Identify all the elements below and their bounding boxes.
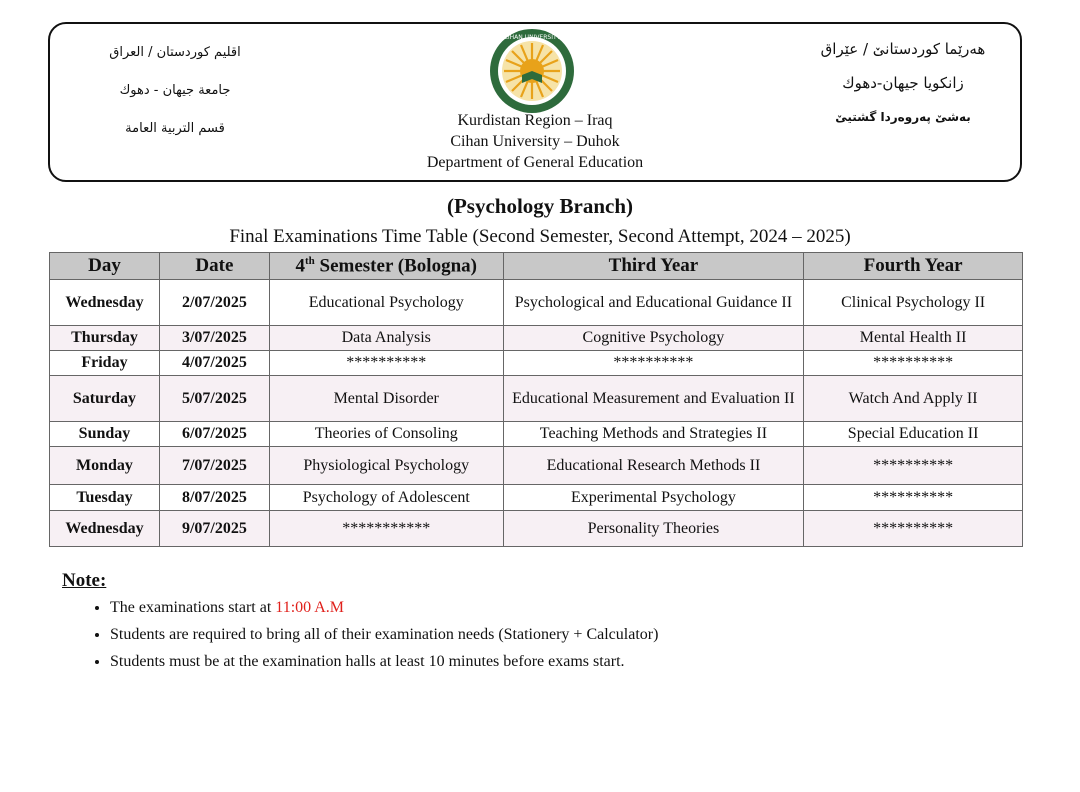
third-year-cell: Educational Research Methods II: [503, 447, 804, 485]
exam-timetable: [49, 252, 1023, 547]
kurdish-line-university: زانكويا جيهان-دهوك: [842, 74, 964, 92]
note-start-time: [110, 594, 658, 621]
header-semester-number: 4: [295, 255, 305, 277]
third-year-cell: Cognitive Psychology: [503, 326, 804, 351]
note-arrival-time: • Students must be at the examination halls at least 10 minutes before exams start.: [110, 648, 658, 675]
timetable-subtitle: Final Examinations Time Table (Second Semester, Second Attempt, 2024 – 2025): [229, 226, 851, 247]
table-row: [50, 511, 1023, 547]
english-line-university: Cihan University – Duhok: [450, 133, 620, 150]
semester-cell: Theories of Consoling: [269, 422, 503, 447]
kurdish-line-department: بەشێ پەروەردا گشتیێ: [835, 110, 971, 124]
day-cell: Monday: [50, 447, 160, 485]
kurdish-header: [798, 34, 1008, 136]
english-header: [370, 110, 700, 173]
letterhead: [48, 22, 1022, 182]
header-fourth-year: Fourth Year: [804, 253, 1023, 280]
date-cell: 6/07/2025: [159, 422, 269, 447]
date-cell: 4/07/2025: [159, 351, 269, 376]
arabic-header: [80, 38, 270, 152]
logo-text: CIHAN UNIVERSITY: [503, 34, 561, 41]
day-cell: Tuesday: [50, 485, 160, 511]
day-cell: Saturday: [50, 376, 160, 422]
fourth-year-cell: Mental Health II: [804, 326, 1023, 351]
header-semester-suffix: th: [305, 254, 315, 267]
table-row: [50, 280, 1023, 326]
english-line-department: Department of General Education: [426, 154, 644, 171]
fourth-year-cell: **********: [804, 511, 1023, 547]
third-year-cell: **********: [503, 351, 804, 376]
date-cell: 2/07/2025: [159, 280, 269, 326]
arabic-line-university: جامعة جيهان - دهوك: [119, 83, 231, 98]
start-time-value: 11:00 A.M: [275, 599, 345, 616]
day-cell: Wednesday: [50, 280, 160, 326]
date-cell: 5/07/2025: [159, 376, 269, 422]
third-year-cell: Teaching Methods and Strategies II: [503, 422, 804, 447]
date-cell: 7/07/2025: [159, 447, 269, 485]
university-logo-icon: [488, 27, 576, 115]
third-year-cell: Experimental Psychology: [503, 485, 804, 511]
note-heading: Note:: [62, 570, 107, 591]
kurdish-line-region: هەرێما کوردستانێ / عێراق: [820, 40, 986, 58]
header-semester: [269, 253, 503, 280]
day-cell: Thursday: [50, 326, 160, 351]
semester-cell: Mental Disorder: [269, 376, 503, 422]
header-date: Date: [159, 253, 269, 280]
fourth-year-cell: **********: [804, 447, 1023, 485]
note-bring-needs: • Students are required to bring all of their examination needs (Stationery + Calculator): [110, 621, 658, 648]
fourth-year-cell: Watch And Apply II: [804, 376, 1023, 422]
semester-cell: Psychology of Adolescent: [269, 485, 503, 511]
third-year-cell: Educational Measurement and Evaluation II: [503, 376, 804, 422]
table-row: [50, 447, 1023, 485]
fourth-year-cell: **********: [804, 351, 1023, 376]
table-row: [50, 485, 1023, 511]
date-cell: 8/07/2025: [159, 485, 269, 511]
header-third-year: Third Year: [503, 253, 804, 280]
day-cell: Friday: [50, 351, 160, 376]
date-cell: 3/07/2025: [159, 326, 269, 351]
fourth-year-cell: Clinical Psychology II: [804, 280, 1023, 326]
semester-cell: Physiological Psychology: [269, 447, 503, 485]
third-year-cell: Psychological and Educational Guidance II: [503, 280, 804, 326]
fourth-year-cell: Special Education II: [804, 422, 1023, 447]
table-row: [50, 326, 1023, 351]
day-cell: Sunday: [50, 422, 160, 447]
table-row: [50, 351, 1023, 376]
day-cell: Wednesday: [50, 511, 160, 547]
third-year-cell: Personality Theories: [503, 511, 804, 547]
notes-list: [62, 594, 658, 675]
note-start-time-text: The examinations start at: [110, 599, 276, 616]
semester-cell: Educational Psychology: [269, 280, 503, 326]
fourth-year-cell: **********: [804, 485, 1023, 511]
header-semester-label: Semester (Bologna): [314, 255, 477, 277]
semester-cell: Data Analysis: [269, 326, 503, 351]
english-line-region: Kurdistan Region – Iraq: [457, 112, 613, 129]
table-header-row: [50, 253, 1023, 280]
table-row: [50, 376, 1023, 422]
semester-cell: **********: [269, 351, 503, 376]
branch-title: (Psychology Branch): [446, 194, 634, 218]
date-cell: 9/07/2025: [159, 511, 269, 547]
arabic-line-region: اقليم كوردستان / العراق: [109, 45, 241, 60]
table-row: [50, 422, 1023, 447]
semester-cell: ***********: [269, 511, 503, 547]
arabic-line-department: قسم التربية العامة: [125, 121, 225, 136]
header-day: Day: [50, 253, 160, 280]
